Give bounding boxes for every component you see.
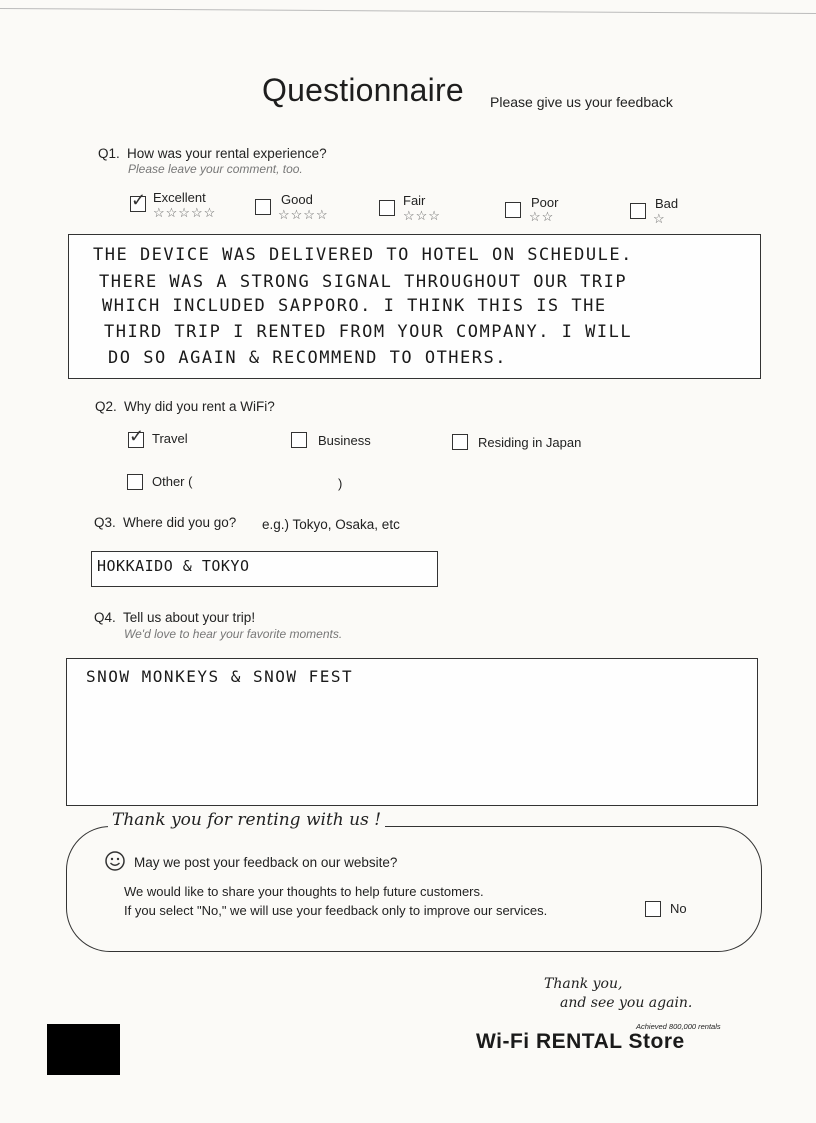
q1-comment-line: THERE WAS A STRONG SIGNAL THROUGHOUT OUR TRIP bbox=[99, 272, 628, 292]
q2-residing-label: Residing in Japan bbox=[478, 435, 582, 450]
smiley-face-icon bbox=[104, 850, 126, 872]
q1-poor-label: Poor bbox=[531, 195, 559, 210]
q1-comment-line: DO SO AGAIN & RECOMMEND TO OTHERS. bbox=[108, 348, 507, 368]
page-subtitle: Please give us your feedback bbox=[490, 94, 673, 110]
q4-answer: SNOW MONKEYS & SNOW FEST bbox=[86, 667, 354, 686]
thank-you-heading: Thank you for renting with us ! bbox=[108, 810, 385, 830]
q1-comment-line: THIRD TRIP I RENTED FROM YOUR COMPANY. I WILL bbox=[104, 322, 633, 342]
consent-question: May we post your feedback on our website? bbox=[134, 855, 398, 870]
signoff-line1: Thank you, bbox=[544, 976, 623, 992]
q1-fair-label: Fair bbox=[403, 193, 426, 208]
q3-answer: HOKKAIDO & TOKYO bbox=[97, 557, 250, 575]
q3-example: e.g.) Tokyo, Osaka, etc bbox=[262, 517, 400, 532]
q2-other-label: Other ( bbox=[152, 474, 193, 489]
check-mark-icon: ✓ bbox=[129, 426, 145, 446]
q2-travel-label: Travel bbox=[152, 431, 188, 446]
consent-description-line2: If you select "No," we will use your feedback only to improve our services. bbox=[124, 903, 548, 918]
q1-good-label: Good bbox=[281, 192, 313, 207]
page-title: Questionnaire bbox=[262, 72, 464, 108]
q1-comment-line: THE DEVICE WAS DELIVERED TO HOTEL ON SCHEDULE. bbox=[93, 245, 633, 265]
q1-bad-checkbox[interactable] bbox=[630, 203, 646, 219]
consent-no-label: No bbox=[670, 901, 687, 916]
q1-hint: Please leave your comment, too. bbox=[128, 162, 303, 176]
signoff-line2: and see you again. bbox=[560, 995, 693, 1011]
q3-question: Where did you go? bbox=[123, 515, 237, 530]
q2-question: Why did you rent a WiFi? bbox=[124, 399, 275, 414]
consent-no-checkbox[interactable] bbox=[645, 901, 661, 917]
brand-logo-text: Wi-Fi RENTAL Store bbox=[476, 1030, 685, 1053]
q1-good-checkbox[interactable] bbox=[255, 199, 271, 215]
q2-number: Q2. bbox=[95, 399, 117, 414]
consent-description-line1: We would like to share your thoughts to help future customers. bbox=[124, 884, 484, 899]
q1-good-stars: ☆☆☆☆ bbox=[278, 207, 329, 222]
q3-number: Q3. bbox=[94, 515, 116, 530]
q1-bad-stars: ☆ bbox=[653, 211, 666, 226]
q1-excellent-label: Excellent bbox=[153, 190, 206, 205]
q1-bad-label: Bad bbox=[655, 196, 679, 211]
q1-fair-checkbox[interactable] bbox=[379, 200, 395, 216]
q4-number: Q4. bbox=[94, 610, 116, 625]
q2-other-close: ) bbox=[338, 476, 343, 491]
brand-tagline: Achieved 800,000 rentals bbox=[636, 1022, 721, 1031]
q1-poor-checkbox[interactable] bbox=[505, 202, 521, 218]
q1-number: Q1. bbox=[98, 146, 120, 161]
q1-comment-line: WHICH INCLUDED SAPPORO. I THINK THIS IS THE bbox=[102, 296, 607, 316]
q4-question: Tell us about your trip! bbox=[123, 610, 256, 625]
q2-business-checkbox[interactable] bbox=[291, 432, 307, 448]
q1-fair-stars: ☆☆☆ bbox=[403, 208, 441, 223]
q1-poor-stars: ☆☆ bbox=[529, 209, 555, 224]
redaction-block bbox=[47, 1024, 120, 1075]
q4-hint: We'd love to hear your favorite moments. bbox=[124, 627, 343, 641]
check-mark-icon: ✓ bbox=[131, 190, 147, 210]
q1-question: How was your rental experience? bbox=[127, 146, 327, 161]
q2-residing-checkbox[interactable] bbox=[452, 434, 468, 450]
q1-excellent-stars: ☆☆☆☆☆ bbox=[153, 205, 217, 220]
scan-edge bbox=[0, 8, 816, 14]
q2-other-checkbox[interactable] bbox=[127, 474, 143, 490]
q2-business-label: Business bbox=[318, 433, 371, 448]
